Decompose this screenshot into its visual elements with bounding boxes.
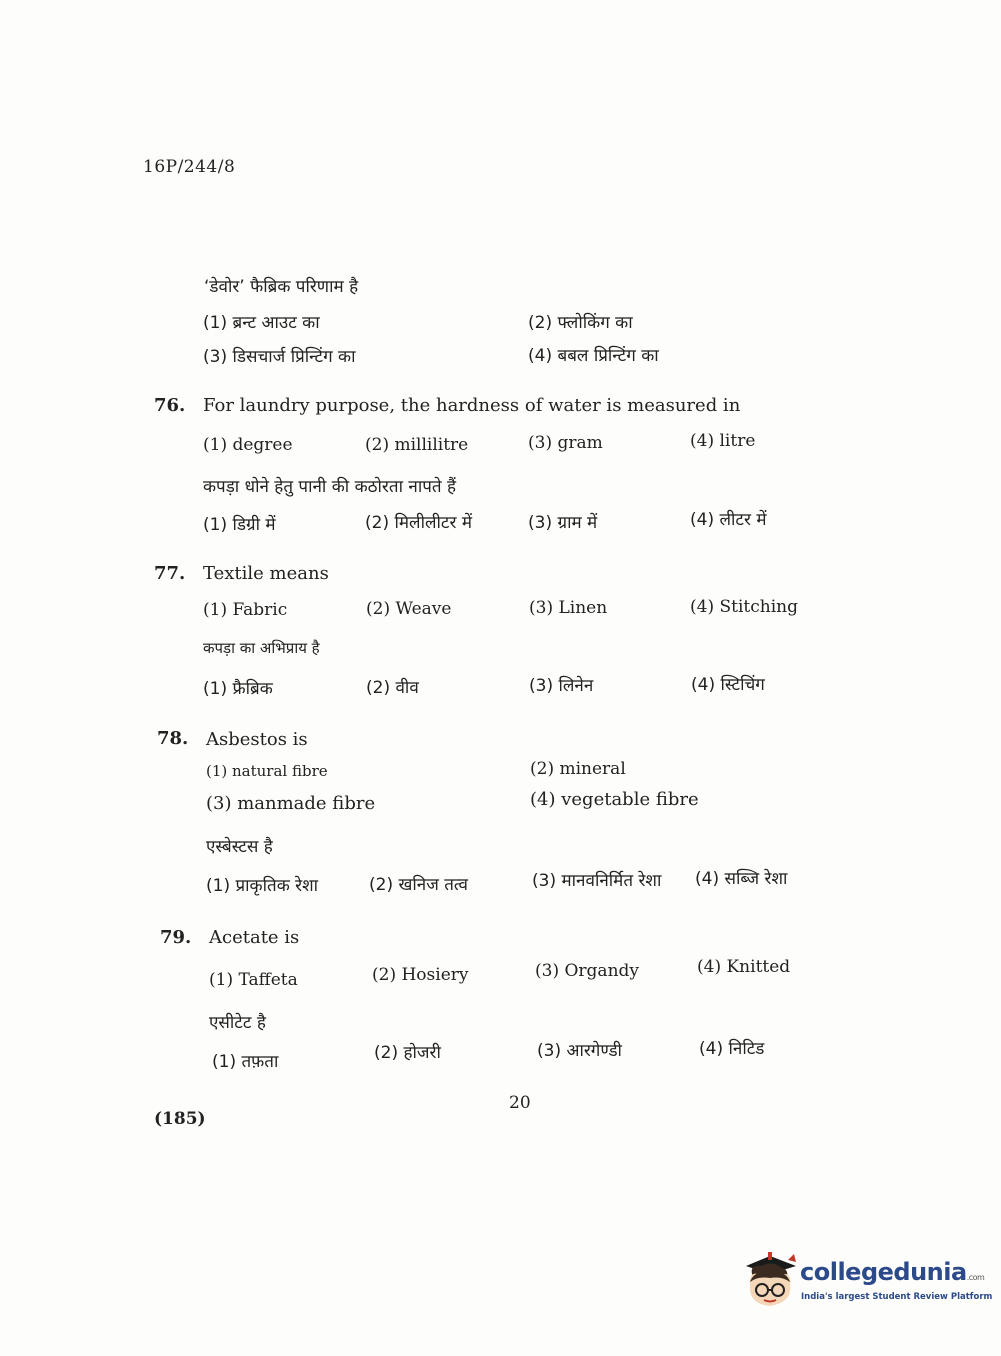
q79-hindi-option-1: (1) तफ़ता	[212, 1052, 279, 1072]
q77-option-2: (2) Weave	[366, 599, 452, 619]
q76-number: 76.	[154, 395, 186, 416]
q75-hindi-option-3: (3) डिसचार्ज प्रिन्टिंग का	[203, 347, 356, 367]
q78-option-3: (3) manmade fibre	[206, 793, 376, 814]
q77-hindi-option-3: (3) लिनेन	[529, 676, 594, 696]
q76-option-4: (4) litre	[690, 431, 756, 451]
brand-tagline: India's largest Student Review Platform	[801, 1292, 993, 1302]
q76-hindi-stem: कपड़ा धोने हेतु पानी की कठोरता नापते हैं	[203, 477, 456, 497]
brand-text: collegedunia	[800, 1258, 967, 1286]
q75-hindi-stem: ‘डेवोर’ फैब्रिक परिणाम है	[204, 277, 359, 297]
q75-hindi-option-4: (4) बबल प्रिन्टिंग का	[528, 346, 659, 366]
q76-option-1: (1) degree	[203, 435, 293, 455]
q79-hindi-option-2: (2) होजरी	[374, 1043, 441, 1063]
q78-option-4: (4) vegetable fibre	[530, 789, 699, 810]
q78-hindi-option-2: (2) खनिज तत्व	[369, 875, 468, 895]
q79-number: 79.	[160, 927, 192, 948]
brand-suffix: .com	[966, 1273, 985, 1282]
q75-hindi-option-1: (1) ब्रन्ट आउट का	[203, 313, 320, 333]
q77-hindi-option-1: (1) फ्रैब्रिक	[203, 679, 273, 699]
q78-option-2: (2) mineral	[530, 759, 626, 779]
q79-hindi-option-4: (4) निटिड	[699, 1039, 765, 1059]
q79-option-3: (3) Organdy	[535, 961, 640, 981]
q78-hindi-stem: एस्बेस्टस है	[206, 837, 273, 857]
q79-stem: Acetate is	[209, 927, 300, 948]
q79-option-4: (4) Knitted	[697, 957, 791, 977]
q76-hindi-option-4: (4) लीटर में	[690, 510, 767, 530]
q79-hindi-option-3: (3) आरगेण्डी	[537, 1041, 622, 1061]
q77-stem: Textile means	[203, 563, 329, 584]
q78-hindi-option-1: (1) प्राकृतिक रेशा	[206, 876, 319, 896]
collegedunia-watermark	[742, 1250, 993, 1312]
q76-option-3: (3) gram	[528, 433, 603, 453]
q78-hindi-option-4: (4) सब्जि रेशा	[695, 869, 788, 889]
q76-stem: For laundry purpose, the hardness of water is measured in	[203, 395, 741, 416]
paper-code: 16P/244/8	[143, 157, 236, 177]
q79-hindi-stem: एसीटेट है	[209, 1013, 266, 1033]
page-number: 20	[509, 1093, 531, 1113]
q78-hindi-option-3: (3) मानवनिर्मित रेशा	[532, 871, 662, 891]
q77-hindi-option-2: (2) वीव	[366, 678, 419, 698]
q76-option-2: (2) millilitre	[365, 435, 469, 455]
q79-option-2: (2) Hosiery	[372, 965, 469, 985]
q77-hindi-stem: कपड़ा का अभिप्राय है	[203, 639, 320, 657]
brand-name	[800, 1258, 984, 1286]
q78-stem: Asbestos is	[206, 729, 308, 750]
q77-number: 77.	[154, 563, 186, 584]
q78-option-1: (1) natural fibre	[206, 762, 328, 780]
q78-number: 78.	[157, 728, 189, 749]
footer-code: (185)	[154, 1109, 206, 1129]
q79-option-1: (1) Taffeta	[209, 970, 298, 990]
q77-option-3: (3) Linen	[529, 598, 608, 618]
q76-hindi-option-3: (3) ग्राम में	[528, 513, 598, 533]
q77-option-4: (4) Stitching	[690, 597, 798, 617]
student-mascot-icon	[742, 1252, 798, 1310]
q76-hindi-option-2: (2) मिलीलीटर में	[365, 513, 473, 533]
q75-hindi-option-2: (2) फ्लोकिंग का	[528, 313, 633, 333]
q76-hindi-option-1: (1) डिग्री में	[203, 515, 276, 535]
q77-hindi-option-4: (4) स्टिचिंग	[691, 675, 765, 695]
q77-option-1: (1) Fabric	[203, 600, 288, 620]
